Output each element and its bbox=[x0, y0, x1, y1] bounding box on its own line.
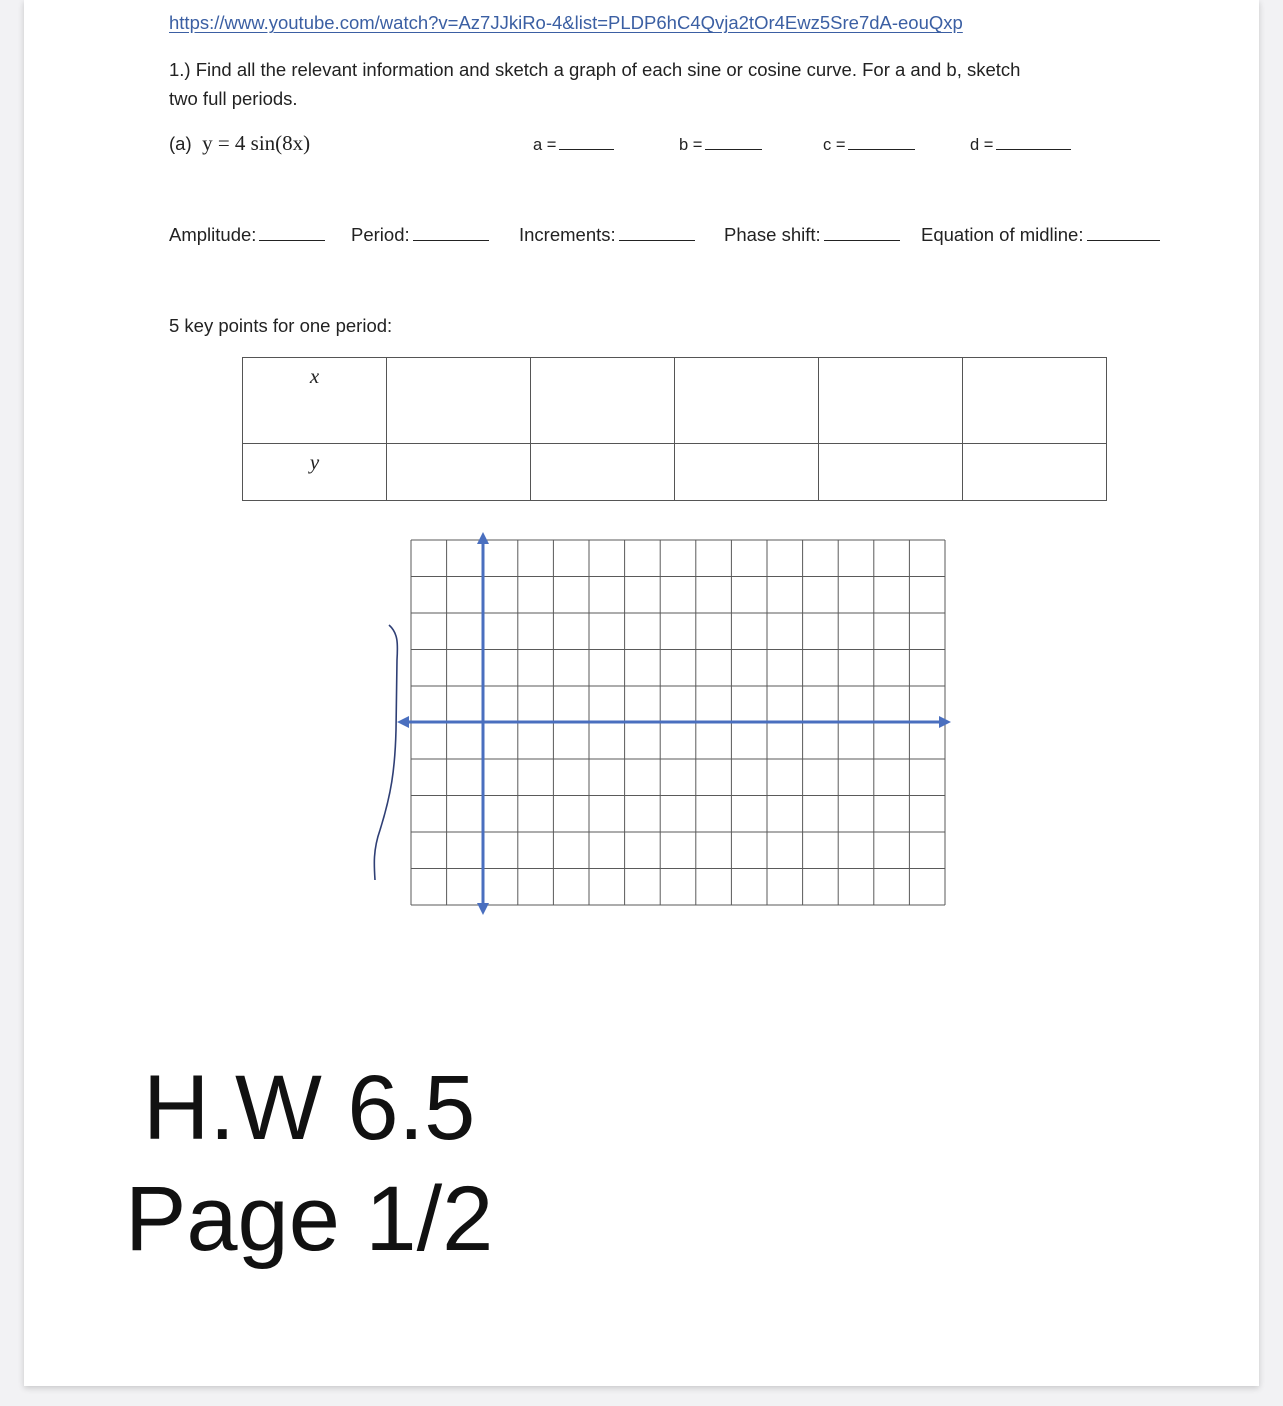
x-cell-5[interactable] bbox=[963, 358, 1107, 444]
param-b-blank[interactable] bbox=[705, 148, 762, 150]
amplitude-blank[interactable] bbox=[259, 239, 325, 241]
y-cell-2[interactable] bbox=[531, 444, 675, 501]
x-cell-1[interactable] bbox=[387, 358, 531, 444]
param-b bbox=[679, 136, 762, 155]
hw-title: H.W 6.5 bbox=[143, 1057, 476, 1159]
param-c-label: c = bbox=[823, 136, 846, 154]
table-row-x bbox=[243, 358, 1107, 444]
x-variable: x bbox=[309, 364, 320, 388]
param-a-blank[interactable] bbox=[559, 148, 614, 150]
phase-shift-label: Phase shift: bbox=[724, 224, 821, 245]
page-number: Page 1/2 bbox=[125, 1168, 494, 1270]
youtube-link[interactable]: https://www.youtube.com/watch?v=Az7JJkiRo-4&list=PLDP6hC4Qvja2tOr4Ewz5Sre7dA-eouQxp bbox=[169, 12, 963, 33]
increments-blank[interactable] bbox=[619, 239, 695, 241]
midline-blank[interactable] bbox=[1087, 239, 1160, 241]
param-d-label: d = bbox=[970, 136, 994, 154]
axes bbox=[397, 532, 951, 915]
y-variable: y bbox=[309, 450, 320, 474]
midline-field bbox=[921, 224, 1160, 246]
increments-field bbox=[519, 224, 695, 246]
y-axis-top-arrow bbox=[477, 532, 489, 544]
period-blank[interactable] bbox=[413, 239, 489, 241]
part-label: (a) bbox=[169, 133, 192, 154]
period-field bbox=[351, 224, 489, 246]
key-points-table bbox=[242, 357, 1107, 501]
param-b-label: b = bbox=[679, 136, 703, 154]
param-c-blank[interactable] bbox=[848, 148, 915, 150]
y-cell-4[interactable] bbox=[819, 444, 963, 501]
param-a-label: a = bbox=[533, 136, 557, 154]
x-cell-2[interactable] bbox=[531, 358, 675, 444]
phase-shift-blank[interactable] bbox=[824, 239, 900, 241]
handwritten-bracket bbox=[374, 625, 397, 880]
x-axis-left-arrow bbox=[397, 716, 409, 728]
param-c bbox=[823, 136, 915, 155]
param-a bbox=[533, 136, 614, 155]
question-line-1: 1.) Find all the relevant information and sketch a graph of each sine or cosine curve. For a and b, sketch bbox=[169, 59, 1021, 80]
y-cell-3[interactable] bbox=[675, 444, 819, 501]
period-label: Period: bbox=[351, 224, 410, 245]
question-line-2: two full periods. bbox=[169, 88, 298, 109]
row-header-y bbox=[243, 444, 387, 501]
amplitude-label: Amplitude: bbox=[169, 224, 257, 245]
graph-grid[interactable] bbox=[365, 525, 965, 920]
y-cell-5[interactable] bbox=[963, 444, 1107, 501]
equation: y = 4 sin(8x) bbox=[202, 131, 311, 155]
phase-shift-field bbox=[724, 224, 900, 246]
y-axis-bottom-arrow bbox=[477, 903, 489, 915]
param-d-blank[interactable] bbox=[996, 148, 1071, 150]
y-cell-1[interactable] bbox=[387, 444, 531, 501]
table-row-y bbox=[243, 444, 1107, 501]
key-points-label: 5 key points for one period: bbox=[169, 315, 393, 336]
row-header-x bbox=[243, 358, 387, 444]
midline-label: Equation of midline: bbox=[921, 224, 1084, 245]
x-cell-4[interactable] bbox=[819, 358, 963, 444]
amplitude-field bbox=[169, 224, 325, 246]
increments-label: Increments: bbox=[519, 224, 616, 245]
x-cell-3[interactable] bbox=[675, 358, 819, 444]
part-a-equation bbox=[169, 131, 310, 156]
param-d bbox=[970, 136, 1071, 155]
